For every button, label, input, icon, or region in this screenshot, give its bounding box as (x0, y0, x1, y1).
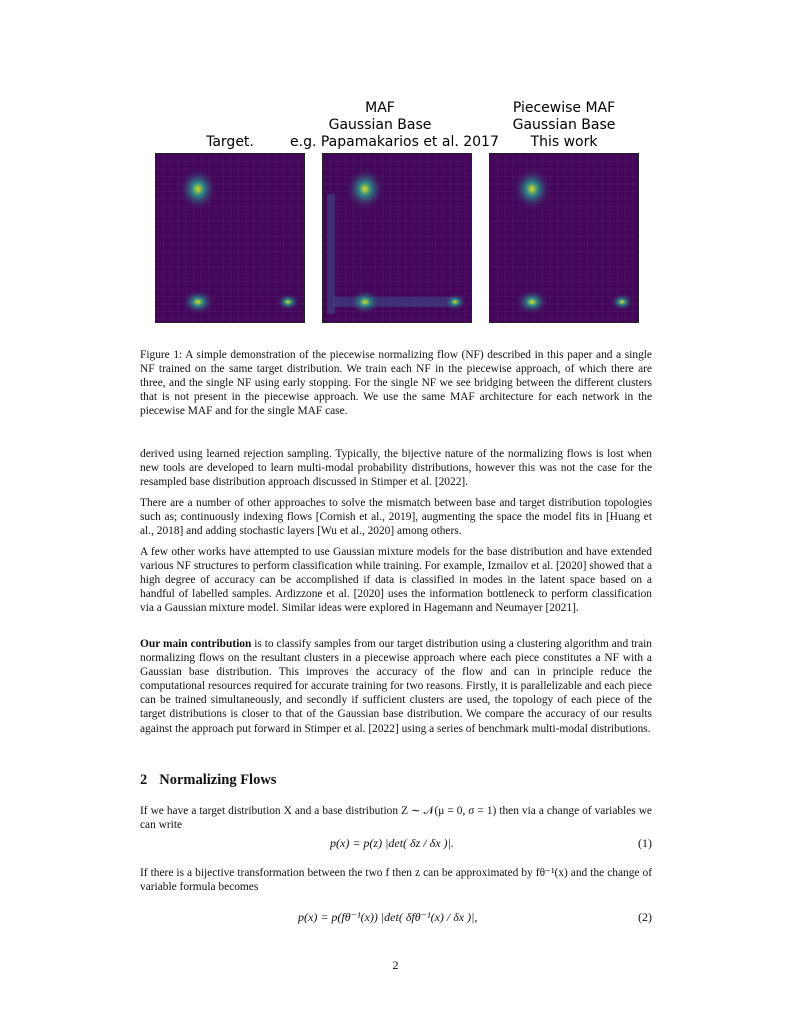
cluster-1 (178, 167, 218, 211)
main-contribution-heading: Our main contribution (140, 638, 252, 650)
heatmap-maf-svg (323, 154, 472, 323)
equation-2-body: p(x) = p(fθ⁻¹(x)) |det( δfθ⁻¹(x) / δx )|, (298, 910, 478, 924)
equation-1-number: (1) (638, 836, 652, 850)
section-number: 2 (140, 772, 148, 788)
panel-title-line: MAF (365, 100, 395, 116)
heatmap-maf (322, 153, 472, 323)
heatmap-piecewise (489, 153, 639, 323)
cluster-3 (276, 293, 300, 311)
equation-2 (140, 902, 652, 932)
panel-title-line: e.g. Papamakarios et al. 2017 (290, 134, 499, 150)
cluster-1 (345, 167, 385, 211)
main-contribution-text: is to classify samples from our target distribution using a clustering algorithm and train normalizing flows on the resultant clusters in a piecewise approach where each piece constitutes a NF with a Gaussian base distribution. This improves the accuracy of the flow and can in principle reduce the computational resources required for accurate training for two reasons. Firstly, it is parallelizable and each piece can be trained simultaneously, and secondly if sufficient clusters are used, the topology of each piece of the target distributions is closer to that of the Gaussian base distribution. We compare the accuracy of our results against the approach put forward in Stimper et al. [2022] using a series of benchmark multi-modal distributions. (140, 638, 652, 735)
panel-title-piecewise (489, 100, 639, 151)
heatmap-target (155, 153, 305, 323)
section-heading (140, 772, 276, 789)
heatmap-target-svg (156, 154, 305, 323)
cluster-2 (515, 289, 549, 315)
panel-title-line: Target. (206, 134, 254, 150)
equation-2-number: (2) (638, 910, 652, 924)
page-number: 2 (392, 958, 399, 972)
paragraph-other-approaches: There are a number of other approaches to solve the mismatch between base and target distribution topologies such as; continuously indexing flows [Cornish et al., 2019], augmenting the space the model fits in [Huang et al., 2018] and adding stochastic layers [Wu et al., 2020] among others. (140, 497, 652, 538)
panel-title-line: Gaussian Base (328, 117, 432, 133)
cluster-2 (181, 289, 215, 315)
paragraph-gaussian-mixture: A few other works have attempted to use Gaussian mixture models for the base distribution and have extended various NF structures to perform classification while training. For example, Izmailov et al. [2020] showed that a high degree of accuracy can be accomplished if data is classified in modes in the latent space based on a handful of labelled samples. Ardizzone et al. [2020] uses the information bottleneck to perform classification via a Gaussian mixture model. Similar ideas were explored in Hagemann and Neumayer [2021]. (140, 546, 652, 615)
panel-title-target (155, 134, 305, 151)
cluster-3 (610, 293, 634, 311)
figure-caption: Figure 1: A simple demonstration of the piecewise normalizing flow (NF) described in this paper and a single NF trained on the same target distribution. We train each NF in the piecewise approach, of which there are three, and the single NF using early stopping. For the single NF we see bridging between the different clusters that is not present in the piecewise approach. We use the same MAF architecture for each network in the piecewise MAF and for the single MAF case. (140, 349, 652, 418)
paragraph-rejection-sampling: derived using learned rejection sampling. Typically, the bijective nature of the normalizing flows is lost when new tools are developed to learn multi-modal probability distributions, however this was not the case for the resampled base distribution approach discussed in Stimper et al. [2022]. (140, 448, 652, 489)
equation-1-body: p(x) = p(z) |det( δz / δx )|. (330, 836, 454, 850)
paragraph-bijective: If there is a bijective transformation between the two f then z can be approximated by fθ⁻¹(x) and the change of variable formula becomes (140, 867, 652, 894)
cluster-2 (348, 289, 382, 315)
bridging-region (327, 194, 335, 314)
panel-title-maf (290, 100, 499, 151)
cluster-1 (512, 167, 552, 211)
section-title: Normalizing Flows (159, 772, 277, 788)
equation-1 (140, 830, 652, 860)
cluster-3 (443, 293, 467, 311)
paragraph-main-contribution (140, 637, 652, 736)
paragraph-change-of-variables: If we have a target distribution X and a base distribution Z ∼ 𝒩(μ = 0, σ = 1) then via a change of variables we can write (140, 805, 652, 832)
panel-title-line: Gaussian Base (512, 117, 616, 133)
panel-title-line: Piecewise MAF (512, 100, 616, 116)
panel-title-line: This work (530, 134, 598, 150)
heatmap-piecewise-svg (490, 154, 639, 323)
